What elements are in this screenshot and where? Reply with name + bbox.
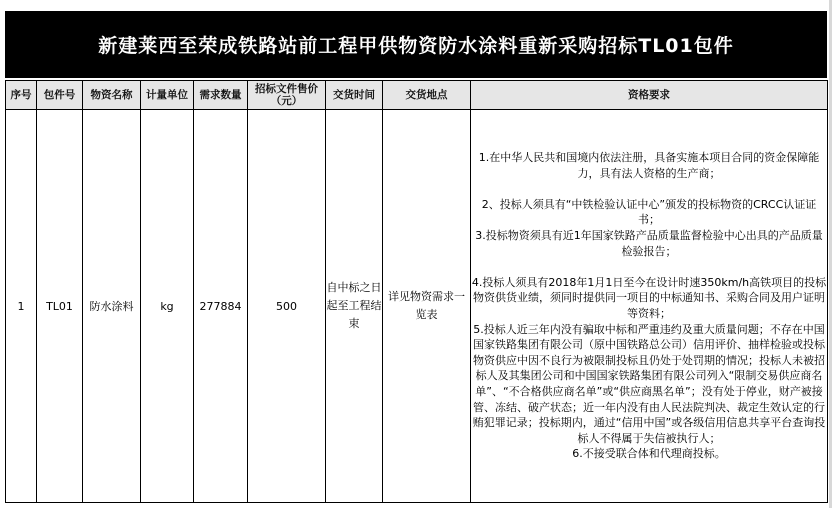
header-quantity: 需求数量	[194, 81, 248, 110]
cell-seq: 1	[6, 110, 37, 503]
requirement-item-5: 5.投标人近三年内没有骗取中标和严重违约及重大质量问题；不存在中国国家铁路集团有限公司（原中国铁路总公司）信用评价、抽样检验或投标物资供应中因不良行为被限制投标且仍处于处罚期的情况；投标人未被招标人及其集团公司和中国国家铁路集团有限公司列入“限制交易供应商名单”、“不合格供应商名单”或“供应商黑名单”；没有处于停业，财产被接管、冻结、破产状态；近一年内没有由人民法院判决、裁定生效认定的行贿犯罪记录；投标期内，通过“信用中国”或各级信用信息共享平台查询投标人不得属于失信被执行人；	[472, 322, 826, 445]
cell-delivery-time: 自中标之日起至工程结束	[326, 110, 383, 503]
header-requirements: 资格要求	[471, 81, 828, 110]
header-delivery-time: 交货时间	[326, 81, 383, 110]
cell-delivery-place: 详见物资需求一览表	[383, 110, 471, 503]
requirement-item-2: 2、投标人须具有“中铁检验认证中心”颁发的投标物资的CRCC认证证书；	[481, 197, 817, 227]
requirement-spacer	[471, 259, 827, 275]
cell-requirements	[471, 110, 828, 503]
header-package-no: 包件号	[37, 81, 83, 110]
header-seq: 序号	[6, 81, 37, 110]
cell-quantity: 277884	[194, 110, 248, 503]
cell-material-name: 防水涂料	[83, 110, 141, 503]
requirement-spacer	[471, 181, 827, 197]
header-material-name: 物资名称	[83, 81, 141, 110]
cell-package-no: TL01	[37, 110, 83, 503]
requirement-item-1: 1.在中华人民共和国境内依法注册，具备实施本项目合同的资金保障能力，具有法人资格的生产商；	[478, 151, 820, 180]
requirement-item-4: 4.投标人须具有2018年1月1日至今在设计时速350km/h高铁项目的投标物资供货业绩，须同时提供同一项目的中标通知书、采购合同及用户证明等资料；	[471, 275, 827, 320]
table-row	[6, 110, 828, 503]
header-price: 招标文件售价（元）	[248, 81, 326, 110]
header-unit: 计量单位	[141, 81, 194, 110]
header-row	[6, 81, 828, 110]
requirement-item-6: 6.不接受联合体和代理商投标。	[572, 447, 726, 461]
cell-unit: kg	[141, 110, 194, 503]
requirement-item-3: 3.投标物资须具有近1年国家铁路产品质量监督检验中心出具的产品质量检验报告；	[475, 229, 823, 258]
header-delivery-place: 交货地点	[383, 81, 471, 110]
document-title: 新建莱西至荣成铁路站前工程甲供物资防水涂料重新采购招标TL01包件	[5, 11, 827, 78]
cell-price: 500	[248, 110, 326, 503]
procurement-table	[5, 80, 828, 503]
